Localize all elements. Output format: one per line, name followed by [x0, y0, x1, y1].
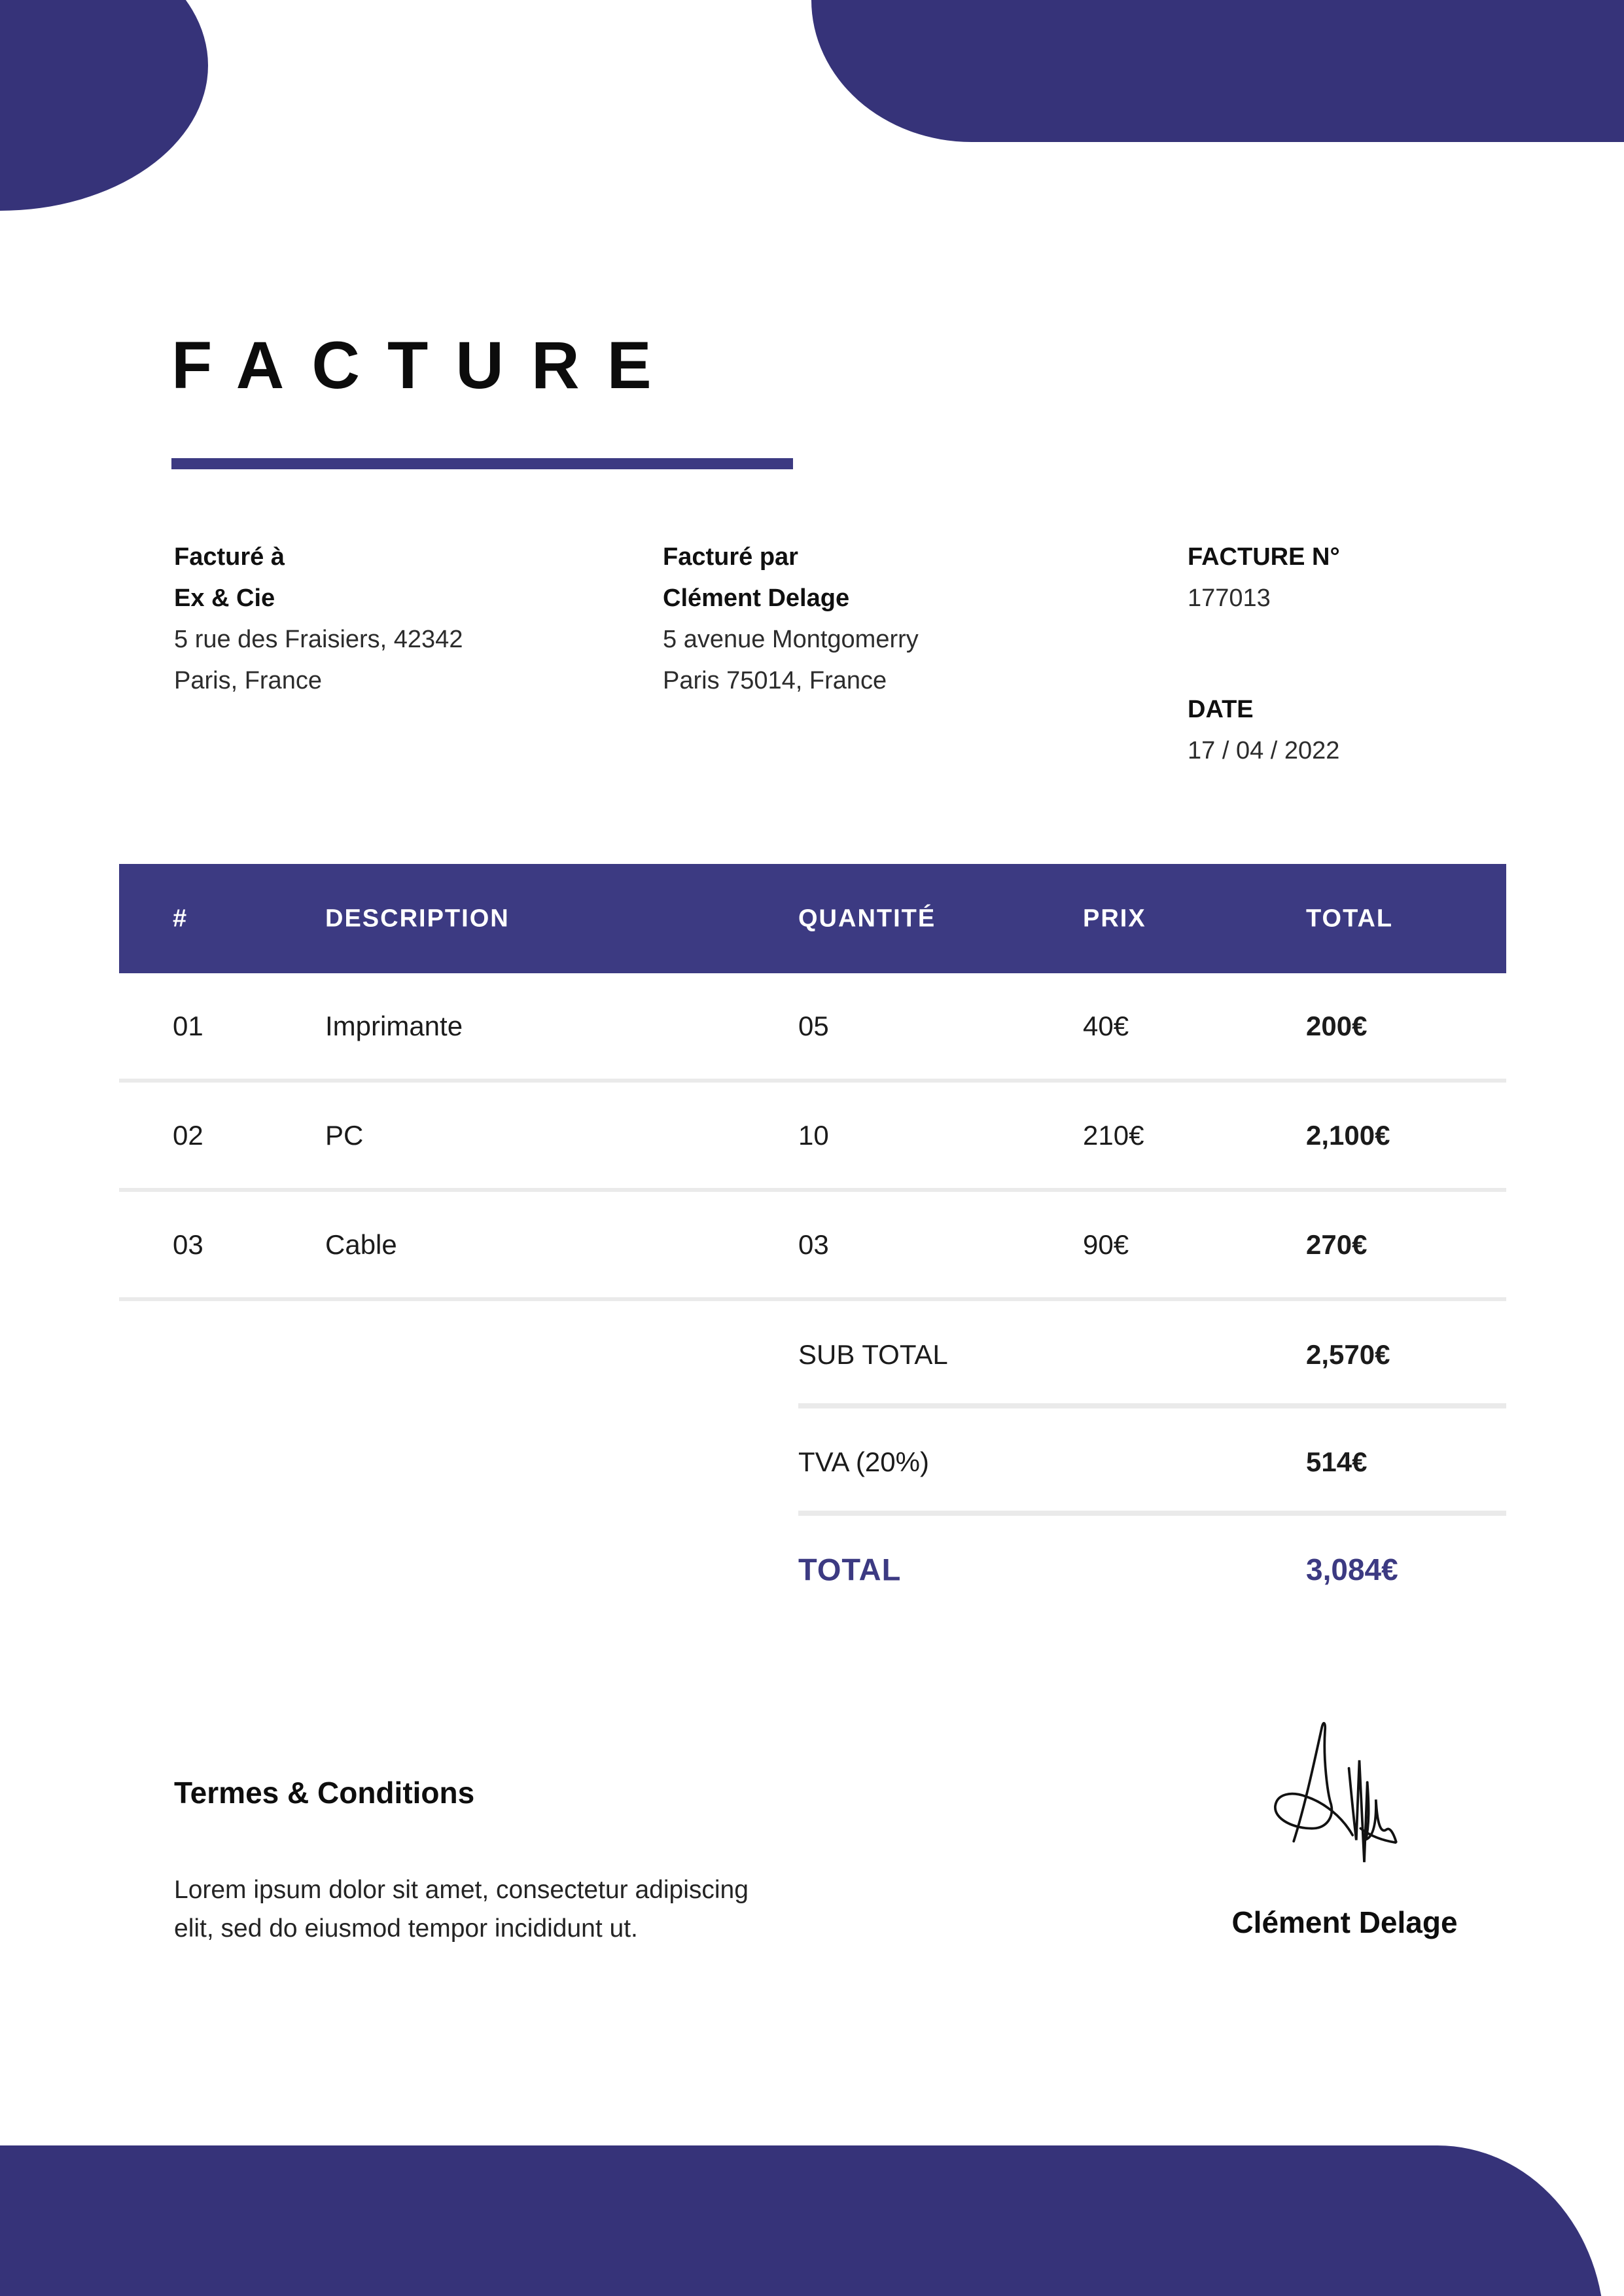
header-num: #: [173, 905, 188, 932]
page-title: FACTURE: [171, 328, 679, 403]
billed-to-address-line2: Paris, France: [174, 667, 322, 694]
row-description: Cable: [325, 1229, 397, 1260]
grand-total-value: 3,084€: [1306, 1552, 1398, 1587]
grand-total-row: [119, 1516, 1506, 1623]
row-total: 2,100€: [1306, 1119, 1390, 1151]
title-underline: [171, 458, 793, 469]
table-row: [119, 1083, 1506, 1192]
row-total: 270€: [1306, 1229, 1368, 1260]
billed-to-name: Ex & Cie: [174, 584, 275, 612]
billed-by-label: Facturé par: [663, 543, 798, 571]
row-price: 40€: [1083, 1010, 1129, 1041]
top-left-blob-shape: [0, 0, 216, 216]
table-header-row: [119, 864, 1506, 973]
terms-body: Lorem ipsum dolor sit amet, consectetur adipiscing elit, sed do eiusmod tempor incididunt ut.: [174, 1876, 749, 1943]
signatory-name: Clément Delage: [1231, 1905, 1458, 1939]
table-row: [119, 973, 1506, 1083]
billed-by-address-line1: 5 avenue Montgomerry: [663, 626, 919, 653]
summary-separator: [798, 1403, 1506, 1408]
grand-total-label: TOTAL: [798, 1552, 902, 1587]
tax-value: 514€: [1306, 1446, 1368, 1477]
terms-heading: Termes & Conditions: [174, 1776, 475, 1810]
billed-by-block: [663, 537, 919, 702]
items-table: [119, 864, 1506, 1623]
invoice-date-value: 17 / 04 / 2022: [1188, 737, 1340, 764]
summary-separator: [798, 1511, 1506, 1516]
subtotal-value: 2,570€: [1306, 1339, 1390, 1370]
header-quantity: QUANTITÉ: [798, 905, 936, 932]
bottom-bar-shape: [0, 2145, 1604, 2296]
row-description: Imprimante: [325, 1010, 463, 1041]
top-right-bar-shape: [811, 0, 1624, 142]
tax-row: [119, 1408, 1506, 1516]
invoice-number-value: 177013: [1188, 584, 1271, 612]
signature-scribble-icon: [1214, 1696, 1475, 1893]
row-num: 03: [173, 1229, 203, 1260]
row-total: 200€: [1306, 1010, 1368, 1041]
row-num: 01: [173, 1010, 203, 1041]
signature-block: [1191, 1696, 1498, 1940]
terms-block: [174, 1775, 776, 1948]
subtotal-row: [119, 1301, 1506, 1408]
billed-to-label: Facturé à: [174, 543, 285, 571]
header-price: PRIX: [1083, 905, 1146, 932]
header-description: DESCRIPTION: [325, 905, 510, 932]
billed-by-address-line2: Paris 75014, France: [663, 667, 887, 694]
billed-by-name: Clément Delage: [663, 584, 850, 612]
table-row: [119, 1192, 1506, 1301]
row-quantity: 05: [798, 1010, 829, 1041]
tax-label: TVA (20%): [798, 1446, 929, 1477]
row-quantity: 10: [798, 1119, 829, 1151]
meta-spacer: [1188, 619, 1340, 689]
invoice-date-label: DATE: [1188, 696, 1254, 723]
billed-to-block: [174, 537, 463, 702]
billed-to-address-line1: 5 rue des Fraisiers, 42342: [174, 626, 463, 653]
row-num: 02: [173, 1119, 203, 1151]
invoice-number-label: FACTURE N°: [1188, 543, 1340, 571]
header-total: TOTAL: [1306, 905, 1394, 932]
row-price: 210€: [1083, 1119, 1144, 1151]
row-price: 90€: [1083, 1229, 1129, 1260]
subtotal-label: SUB TOTAL: [798, 1339, 948, 1370]
row-description: PC: [325, 1119, 364, 1151]
row-quantity: 03: [798, 1229, 829, 1260]
invoice-meta-block: [1188, 537, 1340, 772]
